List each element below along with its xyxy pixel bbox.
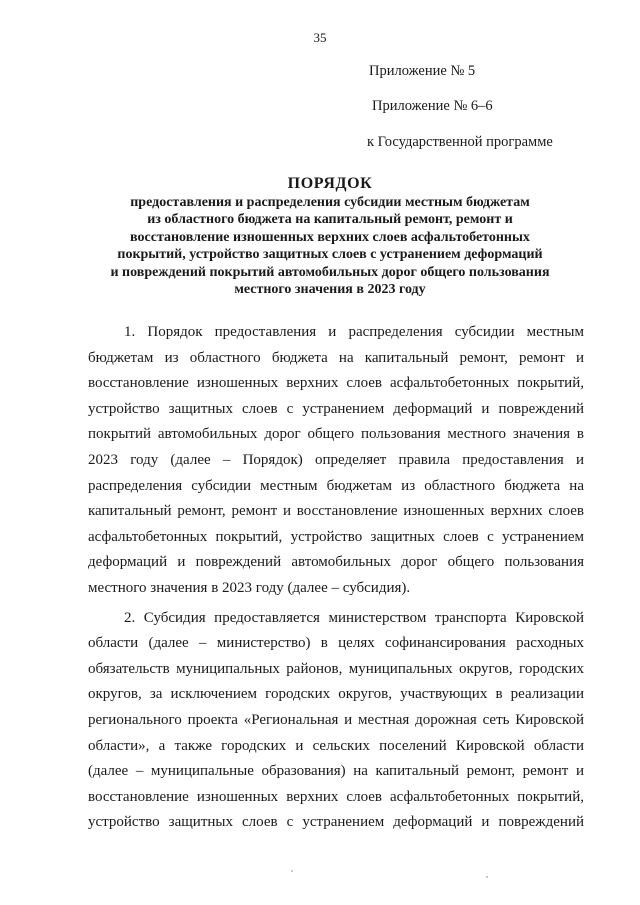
paragraph-2 [88, 606, 584, 836]
page-number: 35 [313, 30, 327, 45]
document-subtitle-line: предоставления и распределения субсидии местным бюджетам [130, 195, 530, 210]
text-line: покрытий автомобильных дорог общего пользования местного значения в [88, 426, 584, 443]
document-subtitle-line: и повреждений покрытий автомобильных дорог общего пользования [110, 264, 550, 280]
text-line: капитальный ремонт, ремонт и восстановление изношенных верхних слоев [88, 503, 584, 520]
appendix-sub-number-line: Приложение № 6–6 [372, 98, 493, 114]
scan-speck [486, 876, 488, 878]
document-subtitle-line: покрытий, устройство защитных слоев с устранением деформаций [117, 247, 543, 263]
scan-speck [291, 870, 293, 872]
text-line: асфальтобетонных покрытий, устройство защитных слоев с устранением [88, 528, 584, 545]
text-line: восстановление изношенных верхних слоев асфальтобетонных покрытий, [88, 375, 584, 392]
text-line: распределения субсидии местным бюджетам из областного бюджета на [88, 477, 584, 494]
text-line: области (далее – министерство) в целях софинансирования расходных [88, 635, 584, 652]
appendix-number-line: Приложение № 5 [369, 63, 476, 79]
document-subtitle-line: местного значения в 2023 году [234, 282, 426, 298]
appendix-program-line: к Государственной программе [367, 134, 553, 150]
paragraph-1 [88, 320, 584, 602]
text-line: местного значения в 2023 году (далее – субсидия). [88, 579, 411, 596]
text-line: округов, за исключением городских округов, участвующих в реализации [88, 686, 584, 703]
text-line: восстановление изношенных верхних слоев асфальтобетонных покрытий, [88, 788, 584, 805]
text-line: деформаций и повреждений автомобильных дорог общего пользования [88, 554, 584, 571]
text-line: 1. Порядок предоставления и распределения субсидии местным [124, 324, 584, 340]
document-title-block [84, 174, 576, 298]
document-subtitle-line: восстановление изношенных верхних слоев асфальтобетонных [130, 229, 530, 245]
text-line: устройство защитных слоев с устранением деформаций и повреждений [88, 814, 584, 831]
document-body [88, 320, 584, 836]
text-line: регионального проекта «Региональная и местная дорожная сеть Кировской [88, 711, 584, 728]
text-line: (далее – муниципальные образования) на капитальный ремонт, ремонт и [88, 763, 584, 780]
text-line: 2. Субсидия предоставляется министерством транспорта Кировской [124, 609, 584, 626]
text-line: бюджетам из областного бюджета на капитальный ремонт, ремонт и [88, 349, 584, 366]
text-line: области», а также городских и сельских поселений Кировской области [88, 737, 584, 754]
document-title: ПОРЯДОК [287, 175, 373, 192]
document-subtitle-line: из областного бюджета на капитальный ремонт, ремонт и [147, 212, 513, 228]
text-line: устройство защитных слоев с устранением деформаций и повреждений [88, 400, 584, 417]
text-line: 2023 году (далее – Порядок) определяет правила предоставления и [88, 451, 584, 468]
text-line: обязательств муниципальных районов, муниципальных округов, городских [88, 660, 584, 677]
